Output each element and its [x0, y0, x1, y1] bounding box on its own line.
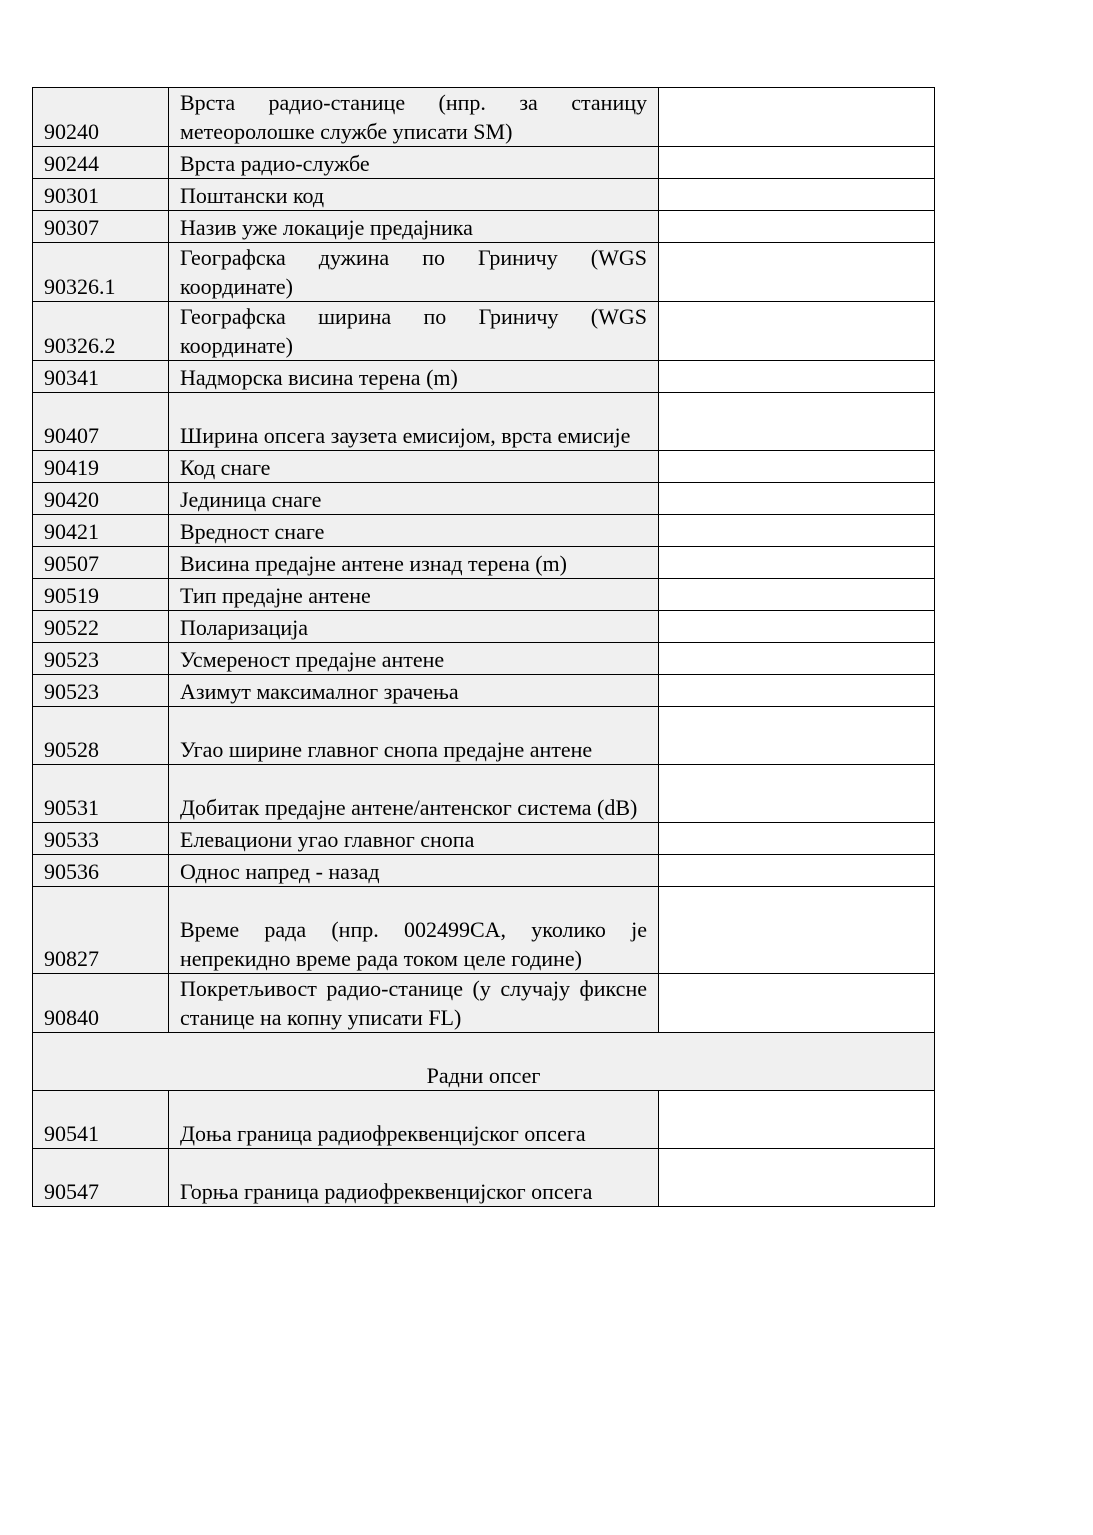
parameter-code: 90536	[33, 855, 169, 887]
table-row	[33, 179, 935, 211]
parameter-code: 90531	[33, 765, 169, 823]
parameter-value-cell[interactable]	[659, 765, 935, 823]
parameter-value-cell[interactable]	[659, 675, 935, 707]
parameter-code: 90528	[33, 707, 169, 765]
parameter-description: Врста радио-станице (нпр. за станицу метеоролошке службе уписати SM)	[169, 88, 659, 147]
parameter-code: 90533	[33, 823, 169, 855]
parameter-value-cell[interactable]	[659, 147, 935, 179]
table-row	[33, 855, 935, 887]
table-row	[33, 243, 935, 302]
table-row	[33, 974, 935, 1033]
table-row	[33, 887, 935, 974]
section-title: Радни опсег	[33, 1033, 935, 1091]
parameter-description: Географска дужина по Гриничу (WGS координате)	[169, 243, 659, 302]
parameter-description: Време рада (нпр. 002499CA, уколико је непрекидно време рада током целе године)	[169, 887, 659, 974]
table-row	[33, 393, 935, 451]
parameter-description: Тип предајне антене	[169, 579, 659, 611]
parameter-code: 90240	[33, 88, 169, 147]
parameter-description: Назив уже локације предајника	[169, 211, 659, 243]
parameter-value-cell[interactable]	[659, 361, 935, 393]
parameter-value-cell[interactable]	[659, 515, 935, 547]
table-row	[33, 611, 935, 643]
parameter-value-cell[interactable]	[659, 179, 935, 211]
parameter-description: Надморска висина терена (m)	[169, 361, 659, 393]
parameter-value-cell[interactable]	[659, 611, 935, 643]
table-row	[33, 88, 935, 147]
parameter-value-cell[interactable]	[659, 547, 935, 579]
parameter-code: 90507	[33, 547, 169, 579]
parameter-code: 90523	[33, 643, 169, 675]
parameter-description: Географска ширина по Гриничу (WGS координате)	[169, 302, 659, 361]
parameter-value-cell[interactable]	[659, 451, 935, 483]
parameter-code: 90407	[33, 393, 169, 451]
parameter-description: Поларизација	[169, 611, 659, 643]
parameter-code: 90522	[33, 611, 169, 643]
parameter-code: 90341	[33, 361, 169, 393]
parameter-code: 90541	[33, 1091, 169, 1149]
parameter-code: 90420	[33, 483, 169, 515]
parameter-description: Горња граница радиофреквенцијског опсега	[169, 1149, 659, 1207]
table-row	[33, 765, 935, 823]
parameter-code: 90307	[33, 211, 169, 243]
parameter-code: 90547	[33, 1149, 169, 1207]
parameter-description: Поштански код	[169, 179, 659, 211]
table-row	[33, 547, 935, 579]
parameter-code: 90326.2	[33, 302, 169, 361]
parameter-value-cell[interactable]	[659, 579, 935, 611]
parameter-value-cell[interactable]	[659, 243, 935, 302]
parameter-value-cell[interactable]	[659, 1149, 935, 1207]
table-row	[33, 707, 935, 765]
table-row	[33, 1091, 935, 1149]
parameter-description: Угао ширине главног снопа предајне антене	[169, 707, 659, 765]
parameter-description: Доња граница радиофреквенцијског опсега	[169, 1091, 659, 1149]
table-row	[33, 1149, 935, 1207]
table-row	[33, 211, 935, 243]
section-row	[33, 1033, 935, 1091]
table-row	[33, 483, 935, 515]
table-row	[33, 147, 935, 179]
parameter-code: 90523	[33, 675, 169, 707]
parameter-value-cell[interactable]	[659, 211, 935, 243]
parameter-description: Однос напред - назад	[169, 855, 659, 887]
table-row	[33, 451, 935, 483]
parameter-value-cell[interactable]	[659, 88, 935, 147]
parameter-value-cell[interactable]	[659, 887, 935, 974]
parameter-value-cell[interactable]	[659, 974, 935, 1033]
table-row	[33, 515, 935, 547]
parameter-description: Покретљивост радио-станице (у случају фиксне станице на копну уписати FL)	[169, 974, 659, 1033]
parameters-table	[32, 87, 935, 1207]
table-row	[33, 823, 935, 855]
parameter-value-cell[interactable]	[659, 302, 935, 361]
table-row	[33, 579, 935, 611]
parameter-description: Азимут максималног зрачења	[169, 675, 659, 707]
parameter-value-cell[interactable]	[659, 707, 935, 765]
parameter-description: Ширина опсега заузета емисијом, врста емисије	[169, 393, 659, 451]
parameter-description: Добитак предајне антене/антенског система (dB)	[169, 765, 659, 823]
parameter-code: 90421	[33, 515, 169, 547]
parameter-code: 90827	[33, 887, 169, 974]
table-row	[33, 675, 935, 707]
parameter-code: 90419	[33, 451, 169, 483]
parameter-description: Јединица снаге	[169, 483, 659, 515]
parameter-value-cell[interactable]	[659, 643, 935, 675]
parameter-description: Код снаге	[169, 451, 659, 483]
parameter-code: 90326.1	[33, 243, 169, 302]
parameter-value-cell[interactable]	[659, 483, 935, 515]
parameter-code: 90301	[33, 179, 169, 211]
parameter-description: Вредност снаге	[169, 515, 659, 547]
parameter-description: Врста радио-службе	[169, 147, 659, 179]
parameter-description: Висина предајне антене изнад терена (m)	[169, 547, 659, 579]
parameter-description: Елевациони угао главног снопа	[169, 823, 659, 855]
parameter-value-cell[interactable]	[659, 393, 935, 451]
parameter-code: 90840	[33, 974, 169, 1033]
table-row	[33, 361, 935, 393]
parameter-value-cell[interactable]	[659, 855, 935, 887]
parameter-value-cell[interactable]	[659, 1091, 935, 1149]
parameter-description: Усмереност предајне антене	[169, 643, 659, 675]
table-row	[33, 643, 935, 675]
parameter-code: 90519	[33, 579, 169, 611]
table-row	[33, 302, 935, 361]
parameter-value-cell[interactable]	[659, 823, 935, 855]
parameter-code: 90244	[33, 147, 169, 179]
